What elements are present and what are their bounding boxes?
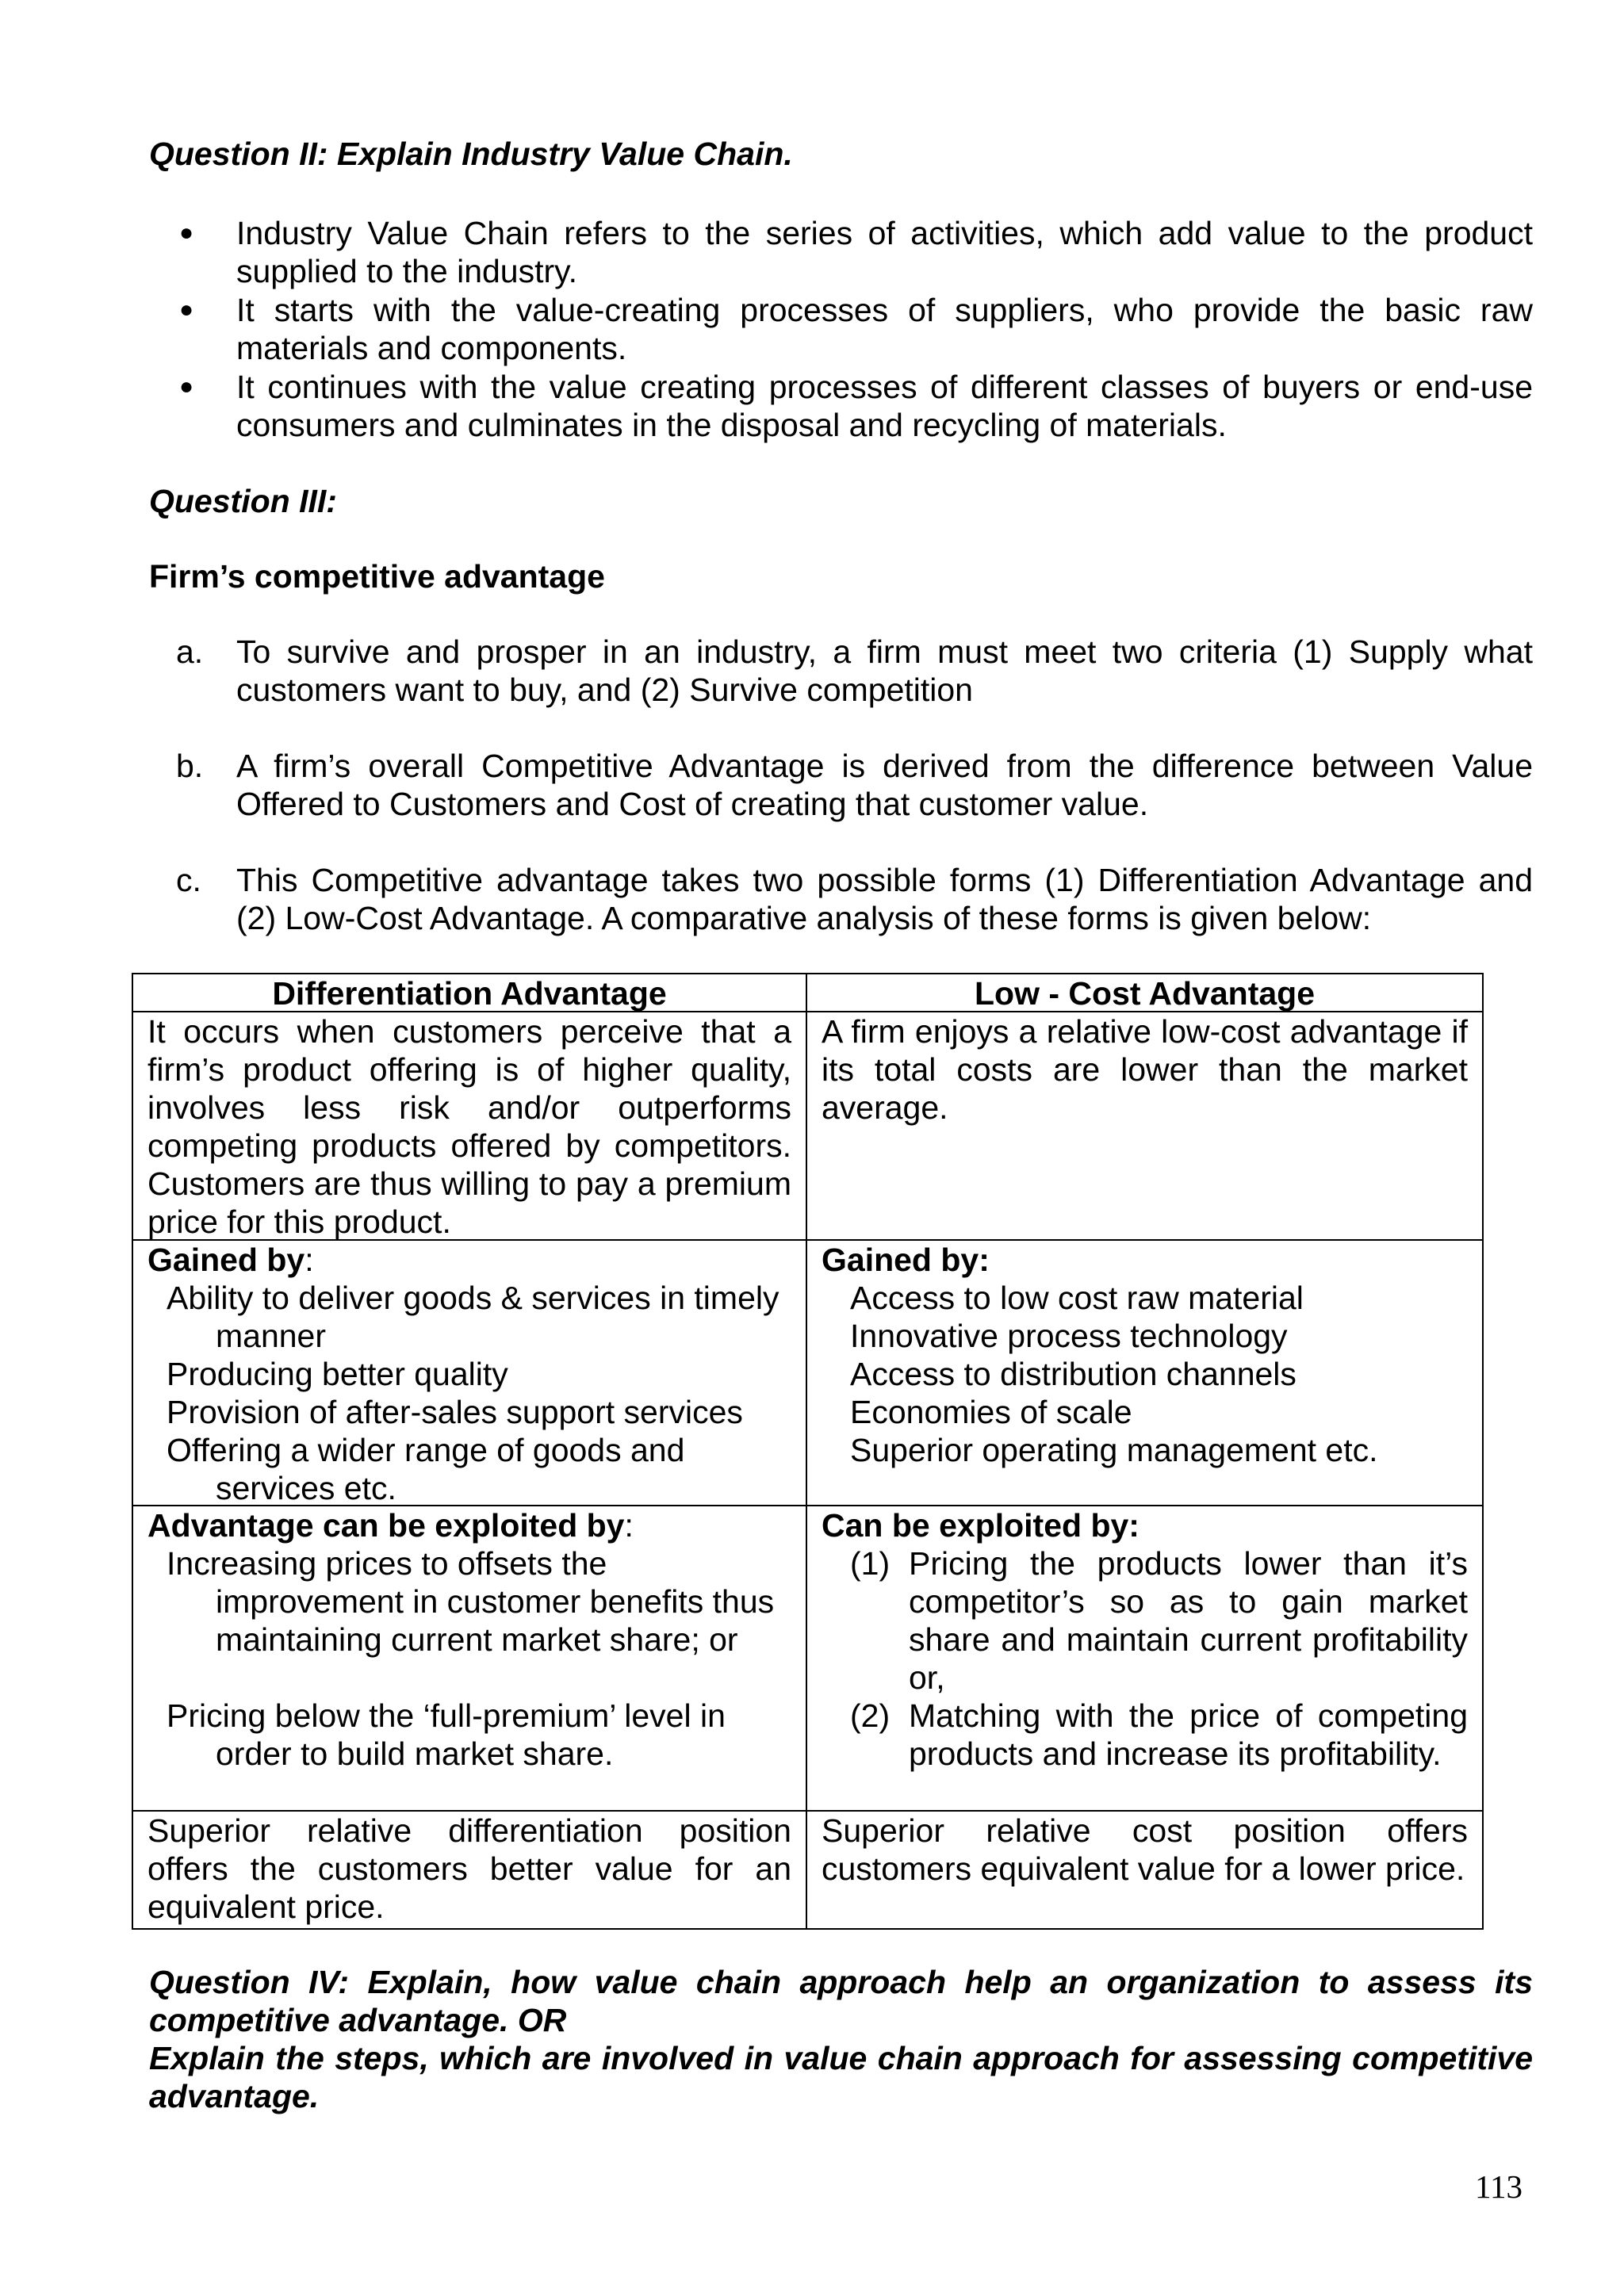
question-4-heading: Question IV: Explain, how value chain approach help an organization to assess its competitive advantage. OR: [149, 1964, 1533, 2038]
list-item: Pricing below the ‘full-premium’ level in order to build market share.: [167, 1697, 726, 1772]
table-cell-differentiation-definition: It occurs when customers perceive that a firm’s product offering is of higher quality, involves less risk and/or outperforms competing products offered by competitors. Customers are thus willing to pay a premium price for this product.: [147, 1013, 791, 1240]
comparison-table: [132, 973, 1484, 1930]
bullet-icon: ●: [179, 220, 194, 246]
question-2-heading: Question II: Explain Industry Value Chain.: [149, 136, 793, 172]
list-item: Access to distribution channels: [850, 1356, 1297, 1392]
table-cell-differentiation-summary: Superior relative differentiation position offers the customers better value for an equivalent price.: [147, 1812, 791, 1925]
table-border: [132, 973, 133, 1930]
list-text: To survive and prosper in an industry, a firm must meet two criteria (1) Supply what customers want to buy, and (2) Survive competition: [236, 633, 1533, 708]
bullet-icon: ●: [179, 297, 194, 323]
section-subheading: Firm’s competitive advantage: [149, 558, 605, 595]
table-cell-differentiation-gained: [147, 1241, 791, 1507]
table-cell-low-cost-summary: Superior relative cost position offers customers equivalent value for a lower price.: [822, 1812, 1468, 1887]
table-column-divider: [806, 973, 807, 1930]
item-number: (1): [850, 1545, 891, 1582]
bullet-text: It continues with the value creating processes of different classes of buyers or end-use consumers and culminates in the disposal and recycling of materials.: [236, 369, 1533, 443]
list-label: b.: [176, 748, 204, 784]
list-item: Superior operating management etc.: [850, 1432, 1378, 1468]
item-text: Pricing the products lower than it’s competitor’s so as to gain market share and maintain current profitability or,: [909, 1545, 1468, 1696]
table-header-low-cost: Low - Cost Advantage: [975, 975, 1315, 1012]
table-border: [1482, 973, 1484, 1930]
list-item: Ability to deliver goods & services in timely manner: [167, 1280, 779, 1354]
list-item: Provision of after-sales support services: [167, 1394, 743, 1430]
list-label: c.: [176, 862, 201, 898]
list-item: Increasing prices to offsets the improvement in customer benefits thus maintaining current market share; or: [167, 1545, 775, 1658]
cell-subheading: Advantage can be exploited by: [147, 1507, 625, 1544]
cell-subheading: Gained by:: [822, 1242, 990, 1278]
list-item: Offering a wider range of goods and services etc.: [167, 1432, 685, 1506]
table-cell-low-cost-definition: A firm enjoys a relative low-cost advantage if its total costs are lower than the market average.: [822, 1013, 1468, 1126]
numbered-item: [850, 1544, 1468, 1697]
bullet-text: Industry Value Chain refers to the series of activities, which add value to the product supplied to the industry.: [236, 215, 1533, 289]
cell-subheading-colon: :: [304, 1242, 314, 1278]
cell-subheading-colon: :: [624, 1507, 634, 1544]
list-item: Innovative process technology: [850, 1318, 1288, 1354]
spacer: [167, 1659, 791, 1697]
bullet-text: It starts with the value-creating processes of suppliers, who provide the basic raw materials and components.: [236, 292, 1533, 366]
question-3-heading: Question III:: [149, 483, 337, 519]
page-number: 113: [1475, 2168, 1522, 2205]
list-text: This Competitive advantage takes two possible forms (1) Differentiation Advantage and (2) Low-Cost Advantage. A comparative analysis of these forms is given below:: [236, 862, 1533, 936]
list-item: Economies of scale: [850, 1394, 1132, 1430]
item-number: (2): [850, 1697, 891, 1734]
list-item: Access to low cost raw material: [850, 1280, 1304, 1316]
question-4-alternative: Explain the steps, which are involved in value chain approach for assessing competitive advantage.: [149, 2040, 1533, 2114]
list-text: A firm’s overall Competitive Advantage is derived from the difference between Value Offered to Customers and Cost of creating that customer value.: [236, 748, 1533, 822]
table-border: [132, 1928, 1484, 1930]
table-header-differentiation: Differentiation Advantage: [272, 975, 667, 1012]
cell-subheading: Can be exploited by:: [822, 1507, 1139, 1544]
table-cell-low-cost-exploited: [822, 1506, 1468, 1773]
list-item: Producing better quality: [167, 1356, 508, 1392]
item-text: Matching with the price of competing products and increase its profitability.: [909, 1697, 1468, 1772]
table-cell-differentiation-exploited: [147, 1506, 791, 1773]
cell-subheading: Gained by: [147, 1242, 305, 1278]
list-label: a.: [176, 633, 204, 670]
bullet-icon: ●: [179, 373, 194, 400]
table-cell-low-cost-gained: [822, 1241, 1468, 1469]
numbered-item: [850, 1697, 1468, 1773]
